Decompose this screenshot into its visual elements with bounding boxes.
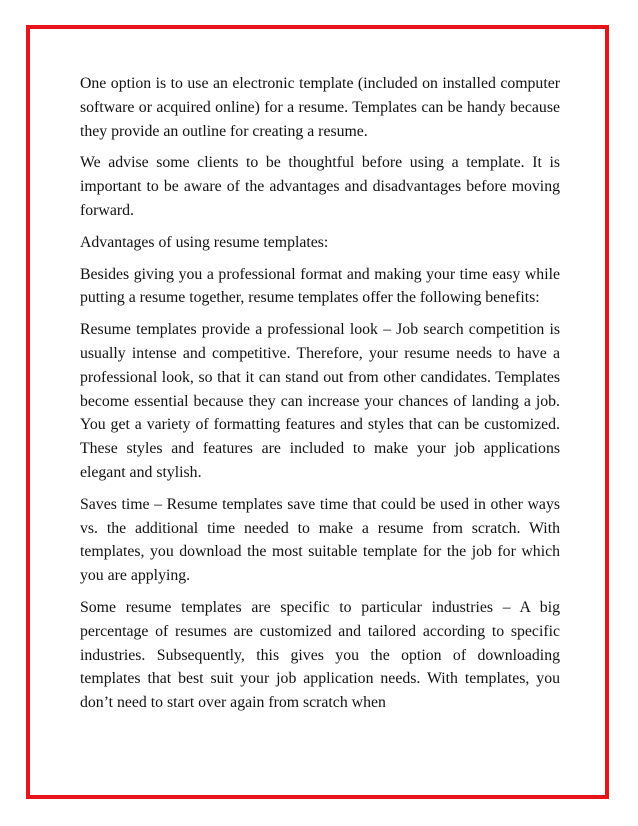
paragraph-electronic-template: One option is to use an electronic template (included on installed computer software or acquired online) for a resume. Templates can be handy because they provide an outline for creating a resume. xyxy=(80,75,560,140)
paragraph-industry-specific: Some resume templates are specific to particular industries – A big percentage of resumes are customized and tailored according to specific industries. Subsequently, this gives you the option of downloading templates that best suit your job application needs. With templates, you don’t need to start over again from scratch when xyxy=(80,598,560,712)
document-body xyxy=(80,72,560,723)
paragraph-advise-clients: We advise some clients to be thoughtful before using a template. It is important to be aware of the advantages and disadvantages before moving forward. xyxy=(80,154,560,219)
paragraph-advantages-heading: Advantages of using resume templates: xyxy=(80,233,329,251)
paragraph-professional-look: Resume templates provide a professional look – Job search competition is usually intense and competitive. Therefore, your resume needs to have a professional look, so that it can stand out from other candidates. Templates become essential because they can increase your chances of landing a job. You get a variety of formatting features and styles that can be customized. These styles and features are included to make your job applications elegant and stylish. xyxy=(80,321,560,481)
paragraph-benefits-intro: Besides giving you a professional format and making your time easy while putting a resume together, resume templates offer the following benefits: xyxy=(80,265,560,307)
paragraph-saves-time: Saves time – Resume templates save time that could be used in other ways vs. the additional time needed to make a resume from scratch. With templates, you download the most suitable template for the job for which you are applying. xyxy=(80,495,560,585)
